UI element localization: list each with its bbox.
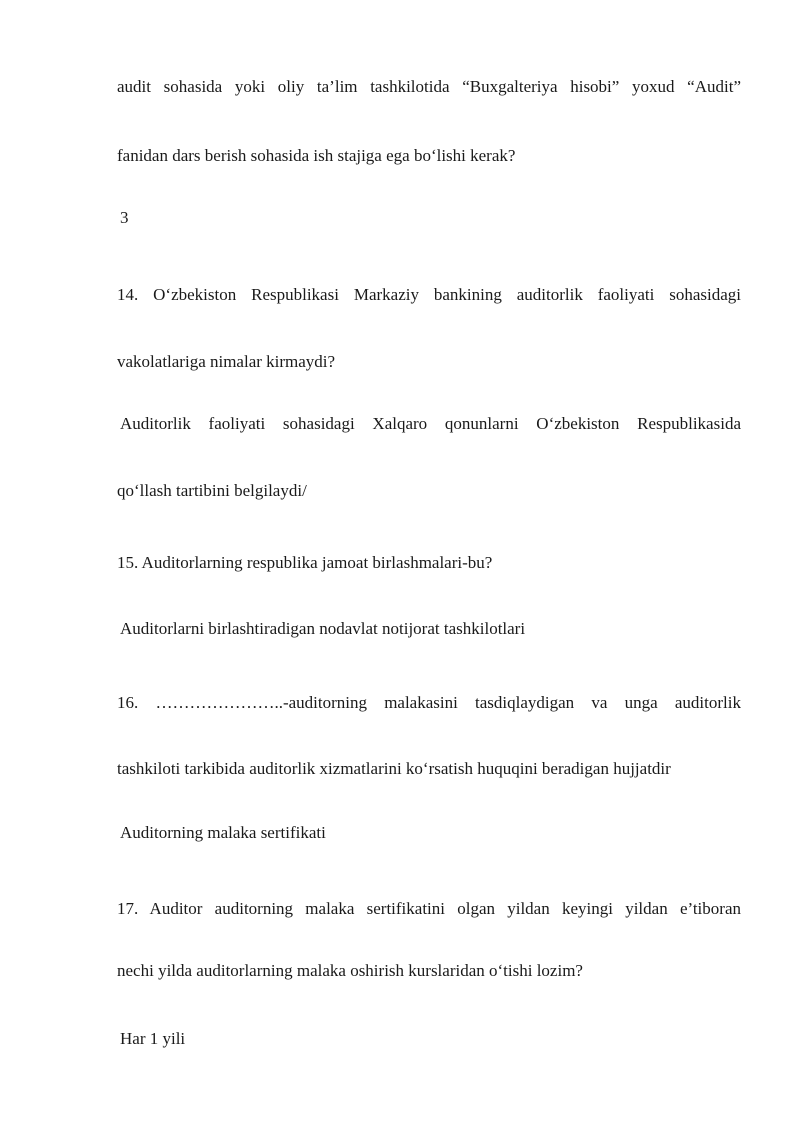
question-15: 15. Auditorlarning respublika jamoat birlashmalari-bu? <box>117 553 493 572</box>
question-14: 14. O‘zbekiston Respublikasi Markaziy bankining auditorlik faoliyati sohasidagi <box>117 285 741 304</box>
question-16: 16. …………………..-auditorning malakasini tasdiqlaydigan va unga auditorlik <box>117 693 741 712</box>
question-16-end: tashkiloti tarkibida auditorlik xizmatlarini ko‘rsatish huquqini beradigan hujjatdir <box>117 759 671 778</box>
answer-q14: Auditorlik faoliyati sohasidagi Xalqaro qonunlarni O‘zbekiston Respublikasida <box>120 414 741 433</box>
question-17: 17. Auditor auditorning malaka sertifikatini olgan yildan keyingi yildan e’tiboran <box>117 899 741 918</box>
answer-q13: 3 <box>120 208 129 227</box>
answer-q15: Auditorlarni birlashtiradigan nodavlat notijorat tashkilotlari <box>120 619 526 638</box>
answer-q16: Auditorning malaka sertifikati <box>120 823 326 842</box>
answer-q14-end: qo‘llash tartibini belgilaydi/ <box>117 481 307 500</box>
question-17-end: nechi yilda auditorlarning malaka oshirish kurslaridan o‘tishi lozim? <box>117 961 583 980</box>
question-14-end: vakolatlariga nimalar kirmaydi? <box>117 352 336 371</box>
answer-q17: Har 1 yili <box>120 1029 186 1048</box>
text-line-q13-end: fanidan dars berish sohasida ish stajiga ega bo‘lishi kerak? <box>117 146 516 165</box>
text-line-q13-continued: audit sohasida yoki oliy ta’lim tashkilotida “Buxgalteriya hisobi” yoxud “Audit” <box>117 77 741 96</box>
